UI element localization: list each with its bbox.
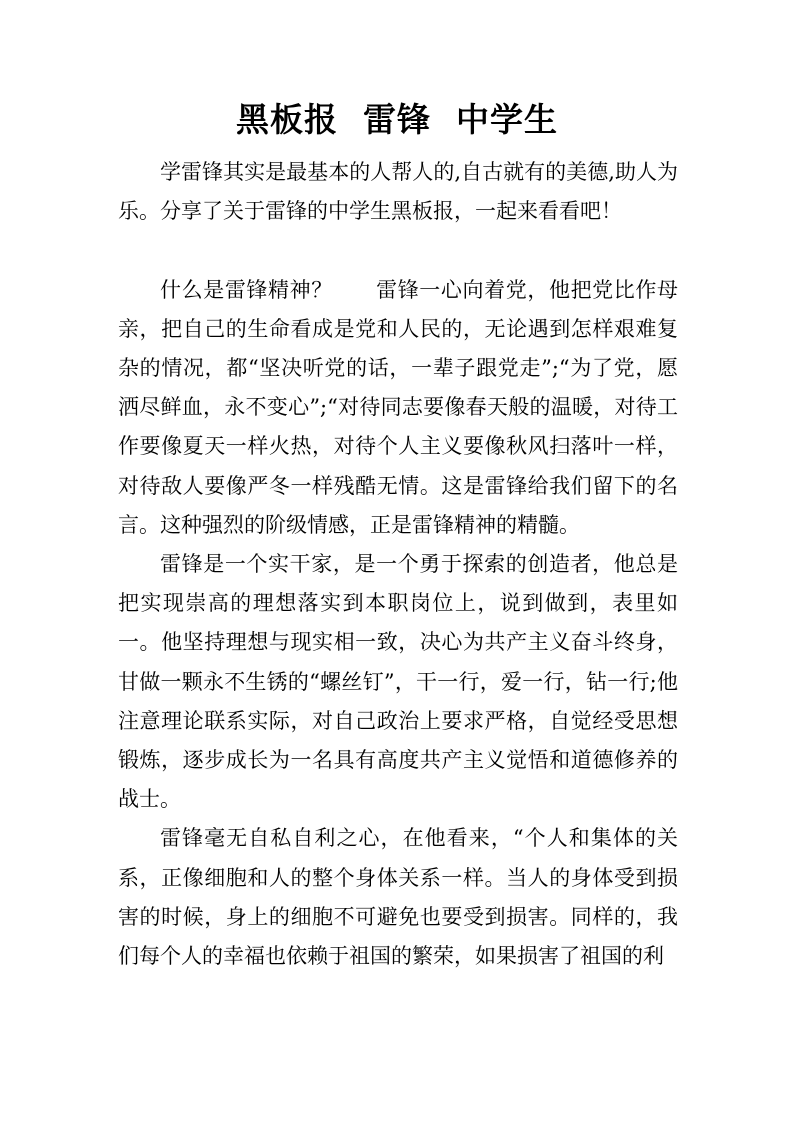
document-title: 黑板报 雷锋 中学生 (236, 100, 558, 139)
document-body (118, 153, 678, 976)
practitioner-paragraph: 雷锋是一个实干家，是一个勇于探索的创造者，他总是把实现崇高的理想落实到本职岗位上，说到做到，表里如一。他坚持理想与现实相一致，决心为共产主义奋斗终身，甘做一颗永不生锈的“螺丝钉”，干一行，爱一行，钻一行;他注意理论联系实际，对自己政治上要求严格，自觉经受思想锻炼，逐步成长为一名具有高度共产主义觉悟和道德修养的战士。 (118, 552, 678, 812)
intro-paragraph: 学雷锋其实是最基本的人帮人的,自古就有的美德,助人为乐。分享了关于雷锋的中学生黑板报，一起来看看吧！ (118, 160, 678, 224)
paragraph-spacer (118, 231, 678, 270)
lei-feng-spirit-paragraph: 什么是雷锋精神？ 雷锋一心向着党，他把党比作母亲，把自己的生命看成是党和人民的，无论遇到怎样艰难复杂的情况，都“坚决听党的话，一辈子跟党走”;“为了党，愿洒尽鲜血，永不变心”;“对待同志要像春天般的温暖，对待工作要像夏天一样火热，对待个人主义要像秋风扫落叶一样，对待敌人要像严冬一样残酷无情。这是雷锋给我们留下的名言。这种强烈的阶级情感，正是雷锋精神的精髓。 (118, 277, 678, 537)
selflessness-paragraph: 雷锋毫无自私自利之心，在他看来，“个人和集体的关系，正像细胞和人的整个身体关系一样。当人的身体受到损害的时候，身上的细胞不可避免也要受到损害。同样的，我们每个人的幸福也依赖于祖国的繁荣，如果损害了祖国的利 (118, 826, 678, 969)
